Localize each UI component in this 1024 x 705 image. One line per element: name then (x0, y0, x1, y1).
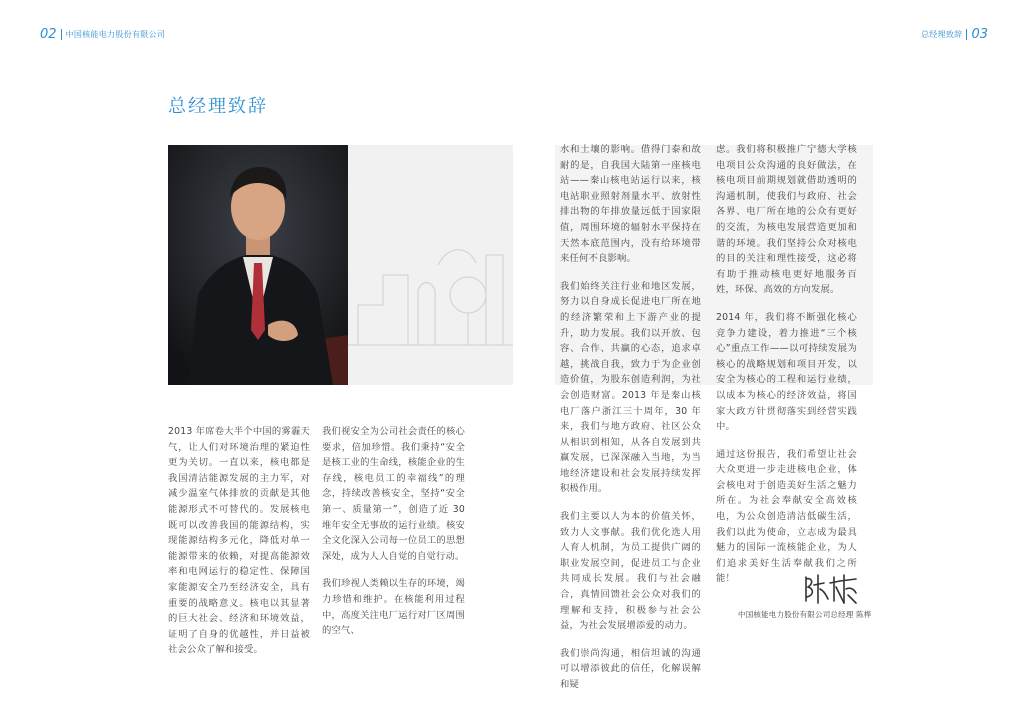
page-title: 总经理致辞 (168, 96, 268, 117)
left-page-header (40, 27, 165, 42)
paragraph: 2014 年，我们将不断强化核心竞争力建设，着力推进“三个核心”重点工作——以可持续发展为核心的战略规划和项目开发，以安全为核心的工程和运行业绩，以成本为核心的经济效益，将国家大政方针贯彻落实到经营实践中。 (716, 311, 857, 433)
signature-caption: 中国核能电力股份有限公司总经理 陈桦 (738, 610, 872, 619)
paragraph: 我们视安全为公司社会责任的核心要求，倍加珍惜。我们秉持“安全是核工业的生命线，核能企业的生存线，核电员工的幸福线”的理念，持续改善核安全，坚持“安全第一、质量第一”，创造了近 30 堆年安全无事故的运行业绩。核安全文化深入公司每一位员工的思想深处，成为人人自觉的自觉行动。 (322, 426, 465, 562)
paragraph: 我们珍视人类赖以生存的环境，竭力珍惜和维护。在核能利用过程中，高度关注电厂运行对厂区周围的空气、 (322, 578, 465, 637)
paragraph: 我们始终关注行业和地区发展，努力以自身成长促进电厂所在地的经济繁荣和上下游产业的提升，助力发展。我们以开放、包容、合作、共赢的心态，追求卓越，挑战自我，致力于为企业创造价值，为股东创造利润，为社会创造财富。2013 年是秦山核电厂落户浙江三十周年，30 年来，我们与地方政府、社区公众从相识到相知，从各自发展到共赢发展，已深深融入当地，为当地经济建设和社会发展持续发挥积极作用。 (560, 280, 701, 495)
executive-portrait-photo (168, 145, 348, 385)
left-page-number: 02 (40, 27, 57, 42)
paragraph: 水和土壤的影响。借得门泰和故耐的是，自我国大陆第一座核电站——秦山核电站运行以来，核电站职业照射剂量水平、放射性排出物的年排放量远低于国家限值，周围环境的辐射水平保持在天然本底范围内，没有给环境带来任何不良影响。 (560, 144, 701, 265)
paragraph: 我们崇尚沟通，相信坦诚的沟通可以增添彼此的信任，化解误解和疑 (560, 647, 701, 690)
paragraph: 通过这份报告，我们希望让社会大众更进一步走进核电企业，体会核电对于创造美好生活之魅力所在。为社会奉献安全高效核电，为公众创造清洁低碳生活，我们以此为使命，立志成为最具魅力的国际一流核能企业，为人们追求美好生活奉献我们之所能！ (716, 448, 857, 585)
right-page-number: 03 (971, 27, 988, 42)
body-column-1 (168, 424, 310, 670)
body-column-2 (322, 424, 465, 651)
portrait-figure (168, 145, 348, 385)
body-column-3 (560, 142, 701, 705)
right-page-header (921, 27, 988, 42)
header-divider (61, 29, 62, 40)
paragraph: 2013 年席卷大半个中国的雾霾天气，让人们对环境治理的紧迫性更为关切。一直以来，核电都是我国清洁能源发展的主力军，对减少温室气体排放的贡献是其他能源形式不可替代的。发展核电既可以改善我国的能源结构，实现能源结构多元化，降低对单一能源带来的依赖，对提高能源效率和电网运行的稳定性、保障国家能源安全乃至经济安全，具有重要的战略意义。核电以其显著的巨大社会、经济和环境效益，证明了自身的优越性，并日益被社会公众了解和接受。 (168, 426, 310, 656)
header-divider (966, 29, 967, 40)
paragraph: 我们主要以人为本的价值关怀，致力人文事献。我们优化选人用人育人机制，为员工提供广阔的职业发展空间，促进员工与企业共同成长发展。我们与社会融合，真情回馈社会公众对我们的理解和支持，积极参与社会公益，为社会发展增添爱的动力。 (560, 511, 701, 632)
left-company-name: 中国核能电力股份有限公司 (65, 30, 166, 39)
body-column-4 (716, 142, 857, 599)
paragraph: 虑。我们将积极推广宁德大学核电项目公众沟通的良好做法，在核电项目前期规划就借助透明的沟通机制，使我们与政府、社会各界、电厂所在地的公众有更好的交流，为核电发展营造更加和谐的环境。我们坚持公众对核电的目的关注和理性接受，这必将有助于推动核电更好地服务百姓，环保、高效的方向发展。 (716, 144, 857, 296)
right-section-name: 总经理致辞 (920, 30, 963, 39)
